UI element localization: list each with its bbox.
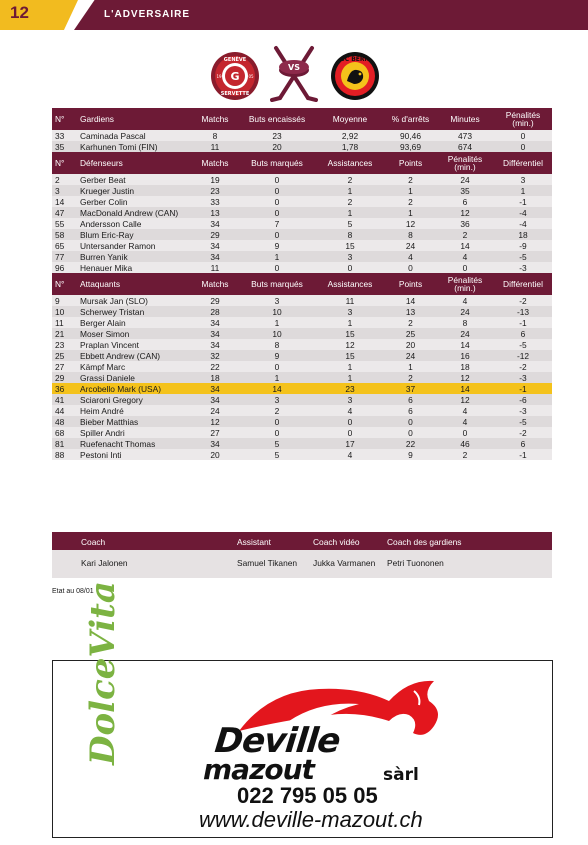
stat-cell: 1 (385, 185, 436, 196)
player-number: 48 (52, 416, 78, 427)
stat-cell: -3 (494, 372, 552, 383)
column-header: Assistances (315, 152, 385, 174)
player-number: 27 (52, 361, 78, 372)
stat-cell: 24 (436, 306, 494, 317)
stat-cell: 0 (239, 427, 315, 438)
stat-cell: 36 (436, 218, 494, 229)
page-number: 12 (10, 3, 29, 22)
player-number: 29 (52, 372, 78, 383)
stat-cell: 23 (315, 383, 385, 394)
stat-cell: 18 (436, 361, 494, 372)
logo-year-right: 05 (248, 74, 254, 79)
stat-cell: 32 (191, 350, 239, 361)
stat-cell: 34 (191, 240, 239, 251)
goalies-header-row (52, 108, 552, 130)
stat-cell: 1 (385, 361, 436, 372)
player-name: Gerber Colin (78, 196, 191, 207)
stat-cell: 29 (191, 295, 239, 306)
ad-brand-suffix: sàrl (383, 765, 419, 785)
player-number: 96 (52, 262, 78, 273)
player-number: 10 (52, 306, 78, 317)
player-name: Heim André (78, 405, 191, 416)
player-row (52, 251, 552, 262)
player-name: Sciaroni Gregory (78, 394, 191, 405)
goalie-coach-name: Petri Tuononen (387, 558, 444, 568)
stat-cell: 1 (315, 207, 385, 218)
stat-cell: 3 (315, 251, 385, 262)
stat-cell: 1 (239, 372, 315, 383)
coach-label: Coach (81, 537, 106, 547)
player-name: Henauer Mika (78, 262, 191, 273)
stat-cell: 16 (436, 350, 494, 361)
player-row (52, 207, 552, 218)
player-number: 14 (52, 196, 78, 207)
player-row (52, 328, 552, 339)
player-name: Arcobello Mark (USA) (78, 383, 191, 394)
stat-cell: 34 (191, 218, 239, 229)
stat-cell: 7 (239, 218, 315, 229)
stat-cell: 0 (436, 262, 494, 273)
player-number: 77 (52, 251, 78, 262)
assistant-label: Assistant (237, 537, 271, 547)
stat-cell: 1 (315, 185, 385, 196)
stat-cell: 23 (191, 185, 239, 196)
stat-cell: 4 (436, 416, 494, 427)
stat-cell: 11 (191, 262, 239, 273)
stat-cell: 0 (239, 361, 315, 372)
stat-cell: 12 (436, 207, 494, 218)
stat-cell: 4 (436, 295, 494, 306)
stat-cell: 3 (239, 394, 315, 405)
stat-cell: 46 (436, 438, 494, 449)
video-coach-label: Coach vidéo (313, 537, 360, 547)
video-coach-name: Jukka Varmanen (313, 558, 376, 568)
stat-cell: -2 (494, 295, 552, 306)
stat-cell: 6 (436, 196, 494, 207)
stat-cell: -5 (494, 339, 552, 350)
stat-cell: 15 (315, 240, 385, 251)
stat-cell: 0 (385, 427, 436, 438)
stat-cell: 6 (385, 405, 436, 416)
stat-cell: -3 (494, 405, 552, 416)
roster-stats-table (52, 108, 552, 460)
stat-cell: -13 (494, 306, 552, 317)
stat-cell: 473 (436, 130, 494, 141)
section-title: L'ADVERSAIRE (104, 9, 191, 20)
stat-cell: -2 (494, 427, 552, 438)
stat-cell: 28 (191, 306, 239, 317)
player-name: Blum Eric-Ray (78, 229, 191, 240)
player-name: Moser Simon (78, 328, 191, 339)
stat-cell: 10 (239, 306, 315, 317)
player-name: Krueger Justin (78, 185, 191, 196)
stat-cell: 2 (239, 405, 315, 416)
stat-cell: 34 (191, 328, 239, 339)
player-row (52, 405, 552, 416)
forwards-header-row (52, 273, 552, 295)
player-number: 47 (52, 207, 78, 218)
stat-cell: 24 (436, 174, 494, 185)
stat-cell: -4 (494, 207, 552, 218)
stat-cell: 14 (436, 240, 494, 251)
player-name: Ruefenacht Thomas (78, 438, 191, 449)
stat-cell: 24 (385, 240, 436, 251)
player-name: Bieber Matthias (78, 416, 191, 427)
player-row (52, 317, 552, 328)
player-name: Grassi Daniele (78, 372, 191, 383)
stat-cell: -9 (494, 240, 552, 251)
ad-brand-line1: Deville (212, 721, 342, 761)
logo-ring-text: SC BERN (340, 56, 370, 63)
stat-cell: 6 (385, 394, 436, 405)
stat-cell: 2 (436, 229, 494, 240)
player-row (52, 427, 552, 438)
stat-cell: 3 (494, 174, 552, 185)
stat-cell: 27 (191, 427, 239, 438)
stat-cell: 14 (436, 339, 494, 350)
stat-cell: 4 (315, 405, 385, 416)
ad-phone: 022 795 05 05 (237, 783, 378, 808)
stat-cell: 2 (436, 449, 494, 460)
vs-label: VS (288, 63, 300, 72)
stat-cell: 20 (191, 449, 239, 460)
coach-name: Kari Jalonen (81, 558, 128, 568)
stat-cell: 0 (494, 141, 552, 152)
stat-cell: 8 (385, 229, 436, 240)
geneve-servette-logo (210, 51, 260, 101)
column-header: Matchs (191, 273, 239, 295)
player-name: Untersander Ramon (78, 240, 191, 251)
player-name: Gerber Beat (78, 174, 191, 185)
stat-cell: 20 (385, 339, 436, 350)
stat-cell: 3 (315, 306, 385, 317)
stat-cell: 34 (191, 394, 239, 405)
player-name: Scherwey Tristan (78, 306, 191, 317)
column-header: % d'arrêts (385, 108, 436, 130)
stat-cell: 14 (239, 383, 315, 394)
player-name: Mursak Jan (SLO) (78, 295, 191, 306)
stat-cell: 1 (315, 361, 385, 372)
stat-cell: 11 (315, 295, 385, 306)
stat-cell: 4 (436, 251, 494, 262)
stat-cell: 1 (239, 317, 315, 328)
stats-date-note: Etat au 08/01 (52, 588, 94, 595)
stat-cell: 18 (191, 372, 239, 383)
stat-cell: 12 (436, 394, 494, 405)
stat-cell: 0 (315, 427, 385, 438)
player-number: 36 (52, 383, 78, 394)
player-number: 23 (52, 339, 78, 350)
player-name: Praplan Vincent (78, 339, 191, 350)
stat-cell: 13 (191, 207, 239, 218)
column-header: Buts marqués (239, 273, 315, 295)
stat-cell: 24 (191, 405, 239, 416)
player-number: 3 (52, 185, 78, 196)
column-header: Pénalités (min.) (436, 273, 494, 295)
column-header: Pénalités (min.) (436, 152, 494, 174)
stat-cell: 1 (315, 317, 385, 328)
player-row (52, 372, 552, 383)
player-number: 41 (52, 394, 78, 405)
player-number: 58 (52, 229, 78, 240)
logo-year-left: 19 (216, 74, 222, 79)
stat-cell: 12 (191, 416, 239, 427)
stat-cell: 34 (191, 383, 239, 394)
logo-ring-top: GENÈVE (223, 57, 247, 63)
player-name: Kämpf Marc (78, 361, 191, 372)
stat-cell: 29 (191, 229, 239, 240)
stat-cell: 5 (239, 438, 315, 449)
goalie-coach-label: Coach des gardiens (387, 537, 462, 547)
stat-cell: -6 (494, 394, 552, 405)
column-header: Points (385, 152, 436, 174)
stat-cell: 4 (315, 449, 385, 460)
stat-cell: 0 (315, 262, 385, 273)
stat-cell: -5 (494, 251, 552, 262)
column-header: N° (52, 152, 78, 174)
stat-cell: 93,69 (385, 141, 436, 152)
player-name: Berger Alain (78, 317, 191, 328)
column-header: Assistances (315, 273, 385, 295)
page-header (0, 0, 588, 30)
stat-cell: 20 (239, 141, 315, 152)
ad-brand-line2: mazout (203, 753, 314, 786)
player-number: 65 (52, 240, 78, 251)
column-header: Buts encaissés (239, 108, 315, 130)
player-row (52, 196, 552, 207)
stat-cell: 35 (436, 185, 494, 196)
player-number: 21 (52, 328, 78, 339)
stat-cell: 4 (436, 405, 494, 416)
stat-cell: 10 (239, 328, 315, 339)
stat-cell: 2 (385, 174, 436, 185)
stat-cell: 19 (191, 174, 239, 185)
player-row (52, 229, 552, 240)
stat-cell: -1 (494, 196, 552, 207)
stat-cell: 0 (239, 174, 315, 185)
stat-cell: 25 (385, 328, 436, 339)
column-header: Moyenne (315, 108, 385, 130)
stat-cell: 6 (494, 438, 552, 449)
stat-cell: 0 (494, 130, 552, 141)
stat-cell: 12 (315, 339, 385, 350)
column-header: Attaquants (78, 273, 191, 295)
player-row (52, 240, 552, 251)
column-header: Points (385, 273, 436, 295)
column-header: Différentiel (494, 152, 552, 174)
stat-cell: 12 (385, 218, 436, 229)
stat-cell: 2 (315, 174, 385, 185)
stat-cell: 4 (385, 251, 436, 262)
column-header: Matchs (191, 152, 239, 174)
stat-cell: 1,78 (315, 141, 385, 152)
stat-cell: 0 (385, 262, 436, 273)
column-header: Gardiens (78, 108, 191, 130)
stat-cell: 2 (385, 196, 436, 207)
stat-cell: 0 (239, 262, 315, 273)
player-number: 68 (52, 427, 78, 438)
column-header: Pénalités (min.) (494, 108, 552, 130)
player-row (52, 394, 552, 405)
player-name: Pestoni Inti (78, 449, 191, 460)
player-row (52, 174, 552, 185)
player-number: 55 (52, 218, 78, 229)
stat-cell: 14 (385, 295, 436, 306)
stat-cell: 1 (239, 251, 315, 262)
player-row (52, 262, 552, 273)
stat-cell: 2 (385, 317, 436, 328)
player-number: 35 (52, 141, 78, 152)
sc-bern-logo (330, 51, 380, 101)
player-name: Karhunen Tomi (FIN) (78, 141, 191, 152)
stat-cell: 9 (385, 449, 436, 460)
stat-cell: 2 (315, 196, 385, 207)
stat-cell: 34 (191, 251, 239, 262)
versus-sticks-icon (268, 44, 320, 106)
coaching-staff (52, 532, 552, 578)
stat-cell: 15 (315, 328, 385, 339)
player-name: Burren Yanik (78, 251, 191, 262)
player-name: Caminada Pascal (78, 130, 191, 141)
stat-cell: 11 (191, 141, 239, 152)
player-row (52, 438, 552, 449)
stat-cell: 9 (239, 240, 315, 251)
stat-cell: 23 (239, 130, 315, 141)
stat-cell: 0 (385, 416, 436, 427)
player-number: 9 (52, 295, 78, 306)
stat-cell: 3 (239, 295, 315, 306)
stat-cell: 18 (494, 229, 552, 240)
stat-cell: 0 (239, 416, 315, 427)
ad-side-brand: DolceVita (83, 581, 123, 765)
player-row (52, 185, 552, 196)
stat-cell: 8 (436, 317, 494, 328)
player-name: Ebbett Andrew (CAN) (78, 350, 191, 361)
ad-website: www.deville-mazout.ch (199, 807, 423, 832)
column-header: Minutes (436, 108, 494, 130)
player-row (52, 449, 552, 460)
stat-cell: 14 (436, 383, 494, 394)
player-row (52, 141, 552, 152)
stat-cell: -12 (494, 350, 552, 361)
player-number: 44 (52, 405, 78, 416)
player-row (52, 361, 552, 372)
staff-header-bar (52, 532, 552, 550)
player-row (52, 350, 552, 361)
column-header: N° (52, 108, 78, 130)
stat-cell: 12 (436, 372, 494, 383)
stat-cell: 13 (385, 306, 436, 317)
player-name: Spiller Andri (78, 427, 191, 438)
stat-cell: 9 (239, 350, 315, 361)
stat-cell: 0 (239, 229, 315, 240)
stat-cell: 5 (239, 449, 315, 460)
stat-cell: 15 (315, 350, 385, 361)
stat-cell: 90,46 (385, 130, 436, 141)
player-number: 11 (52, 317, 78, 328)
stat-cell: 22 (191, 361, 239, 372)
stat-cell: -1 (494, 317, 552, 328)
player-number: 81 (52, 438, 78, 449)
stat-cell: -1 (494, 449, 552, 460)
player-row (52, 306, 552, 317)
player-row (52, 339, 552, 350)
stat-cell: 0 (436, 427, 494, 438)
stat-cell: 22 (385, 438, 436, 449)
svg-text:G: G (230, 70, 240, 83)
stat-cell: -1 (494, 383, 552, 394)
column-header: N° (52, 273, 78, 295)
stat-cell: 674 (436, 141, 494, 152)
stat-cell: -3 (494, 262, 552, 273)
column-header: Défenseurs (78, 152, 191, 174)
stat-cell: 33 (191, 196, 239, 207)
player-number: 25 (52, 350, 78, 361)
stat-cell: 0 (315, 416, 385, 427)
column-header: Différentiel (494, 273, 552, 295)
logo-ring-bottom: SERVETTE (220, 91, 250, 97)
stat-cell: -5 (494, 416, 552, 427)
assistant-name: Samuel Tikanen (237, 558, 298, 568)
stat-cell: 34 (191, 438, 239, 449)
column-header: Buts marqués (239, 152, 315, 174)
stat-cell: 0 (239, 185, 315, 196)
column-header: Matchs (191, 108, 239, 130)
stat-cell: 8 (191, 130, 239, 141)
stat-cell: -2 (494, 361, 552, 372)
stat-cell: 5 (315, 218, 385, 229)
stat-cell: 17 (315, 438, 385, 449)
stat-cell: 1 (494, 185, 552, 196)
stat-cell: 34 (191, 339, 239, 350)
stat-cell: 37 (385, 383, 436, 394)
player-name: MacDonald Andrew (CAN) (78, 207, 191, 218)
player-row (52, 130, 552, 141)
player-number: 88 (52, 449, 78, 460)
player-row (52, 295, 552, 306)
stat-cell: -4 (494, 218, 552, 229)
stat-cell: 2,92 (315, 130, 385, 141)
player-row (52, 218, 552, 229)
stat-cell: 8 (239, 339, 315, 350)
player-row (52, 416, 552, 427)
matchup-logos (210, 44, 380, 106)
stat-cell: 2 (385, 372, 436, 383)
player-name: Andersson Calle (78, 218, 191, 229)
stat-cell: 1 (385, 207, 436, 218)
stat-cell: 1 (315, 372, 385, 383)
stat-cell: 34 (191, 317, 239, 328)
stat-cell: 8 (315, 229, 385, 240)
stat-cell: 3 (315, 394, 385, 405)
stat-cell: 0 (239, 207, 315, 218)
stat-cell: 6 (494, 328, 552, 339)
player-number: 2 (52, 174, 78, 185)
player-number: 33 (52, 130, 78, 141)
stat-cell: 24 (385, 350, 436, 361)
stat-cell: 0 (239, 196, 315, 207)
defenders-header-row (52, 152, 552, 174)
stat-cell: 24 (436, 328, 494, 339)
player-row (52, 383, 552, 394)
